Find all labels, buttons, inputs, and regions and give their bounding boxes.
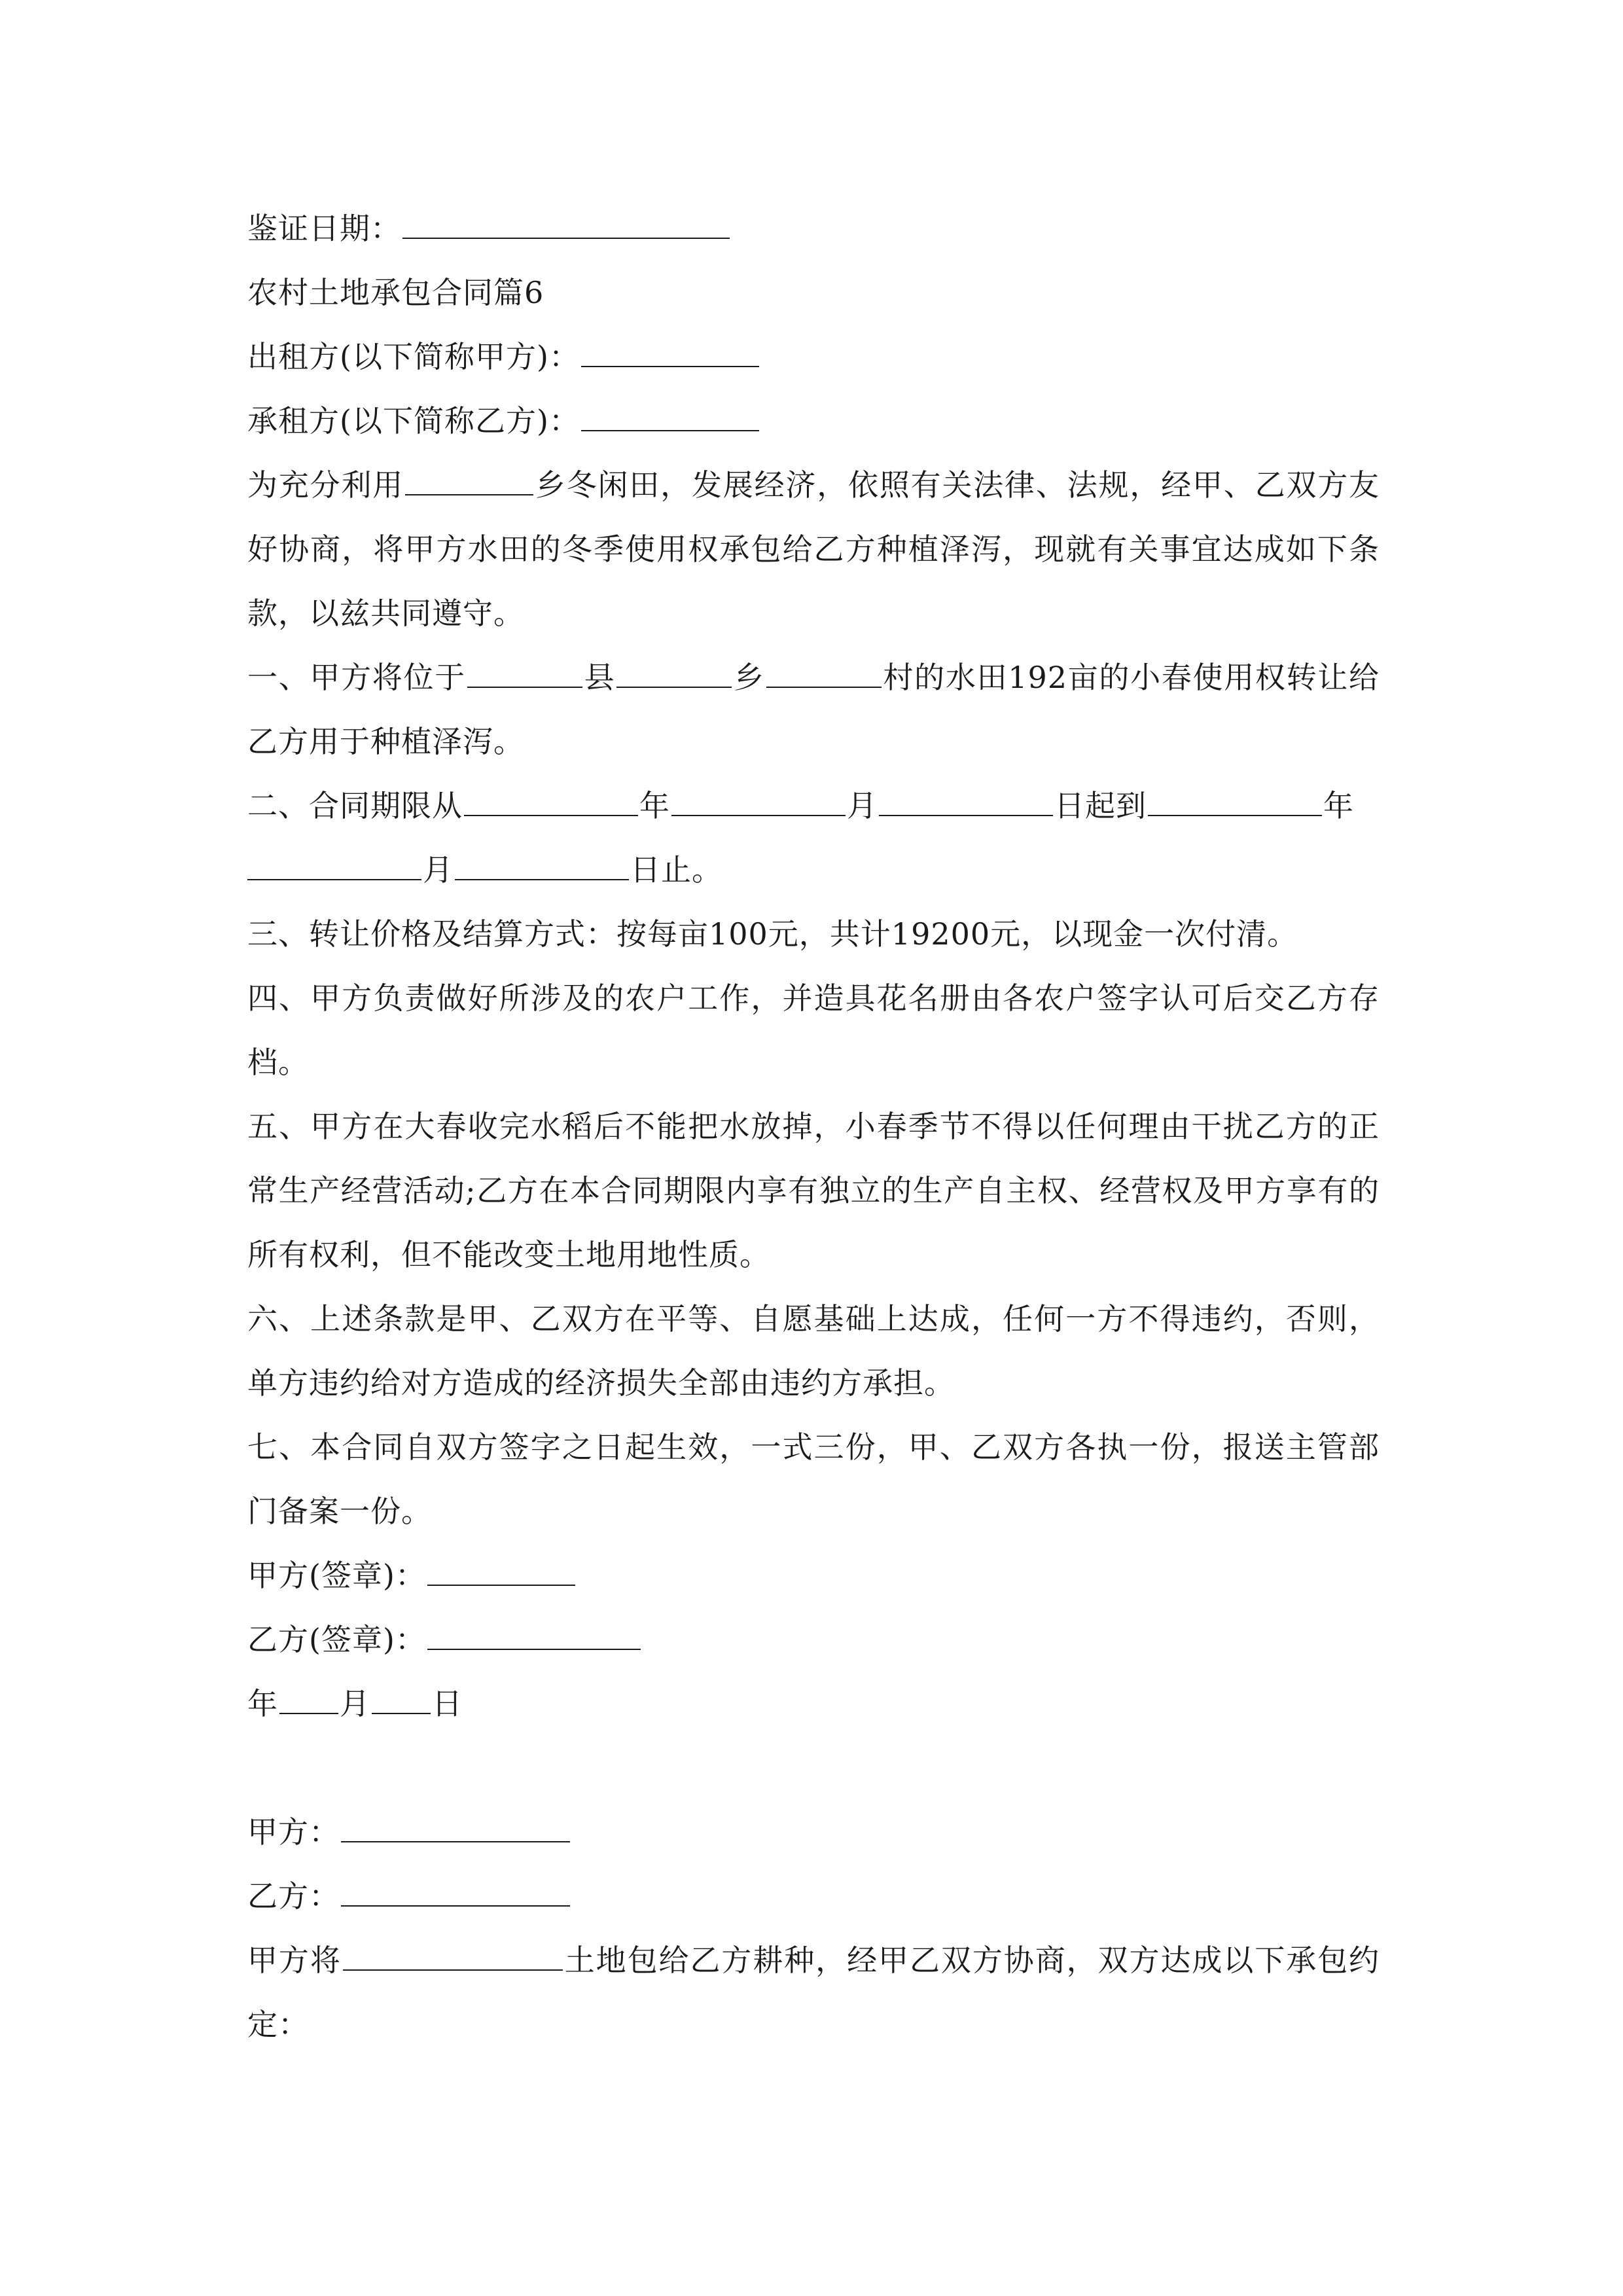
- clause-1-blank-village: [766, 651, 882, 688]
- clause-1-blank-township: [616, 651, 732, 688]
- clause-2-text-d: 日起到: [1054, 788, 1147, 823]
- clause-2-blank-end-day: [455, 844, 629, 880]
- final-text-b: 土地包给乙方耕种，经甲乙双方协商，双方达成以下承包约定：: [247, 1943, 1380, 2042]
- clause-2-text-a: 二、合同期限从: [247, 788, 463, 823]
- sign-b-label: 乙方(签章)：: [247, 1622, 426, 1657]
- party-a-line: [247, 1800, 1380, 1864]
- sign-a-line: [247, 1543, 1380, 1607]
- party-b-label: 乙方：: [247, 1878, 340, 1914]
- sign-a-label: 甲方(签章)：: [247, 1558, 426, 1593]
- clause-6: 六、上述条款是甲、乙双方在平等、自愿基础上达成，任何一方不得违约，否则，单方违约给对方造成的经济损失全部由违约方承担。: [247, 1301, 1380, 1401]
- clause-1-text-c: 乡: [733, 660, 765, 695]
- clause-3: 三、转让价格及结算方式：按每亩100元，共计19200元，以现金一次付清。: [247, 916, 1298, 952]
- final-paragraph: [247, 1928, 1380, 2056]
- sign-date-month: 月: [340, 1686, 370, 1721]
- lessee-label: 承租方(以下简称乙方)：: [247, 403, 580, 439]
- verify-date-line: [247, 196, 1380, 260]
- clause-1-blank-county: [467, 651, 582, 688]
- sign-a-blank: [427, 1549, 575, 1586]
- party-a-blank: [341, 1806, 570, 1842]
- sign-date-day: 日: [432, 1686, 463, 1721]
- clause-2-line-2: [247, 838, 1380, 902]
- intro-blank: [405, 459, 533, 495]
- clause-2-blank-start-year: [464, 780, 638, 816]
- final-blank: [343, 1934, 563, 1971]
- verify-date-label: 鉴证日期：: [247, 211, 401, 246]
- clause-2-text-e: 年: [1323, 788, 1354, 823]
- contract-page: [247, 196, 1380, 2056]
- verify-date-blank: [402, 202, 730, 239]
- clause-2-blank-start-day: [879, 780, 1053, 816]
- clause-2-text-b: 年: [639, 788, 670, 823]
- party-b-blank: [341, 1870, 570, 1907]
- sign-b-line: [247, 1607, 1380, 1672]
- sign-date-day-blank: [372, 1677, 431, 1714]
- party-b-line: [247, 1864, 1380, 1928]
- lessor-line: [247, 325, 1380, 389]
- clause-2-text-f: 月: [423, 852, 454, 888]
- party-a-label: 甲方：: [247, 1814, 340, 1850]
- clause-1-text-a: 一、甲方将位于: [247, 660, 466, 695]
- sign-b-blank: [427, 1613, 641, 1650]
- clause-2-line-1: [247, 774, 1380, 838]
- clause-2-text-g: 日止。: [630, 852, 722, 888]
- clause-4: 四、甲方负责做好所涉及的农户工作，并造具花名册由各农户签字认可后交乙方存档。: [247, 980, 1380, 1080]
- clause-7: 七、本合同自双方签字之日起生效，一式三份，甲、乙双方各执一份，报送主管部门备案一份。: [247, 1429, 1380, 1529]
- clause-2-text-c: 月: [847, 788, 878, 823]
- clause-2-blank-end-month: [247, 844, 421, 880]
- final-text-a: 甲方将: [247, 1943, 342, 1978]
- lessee-blank: [581, 395, 759, 431]
- clause-1: [247, 645, 1380, 774]
- clause-5: 五、甲方在大春收完水稻后不能把水放掉，小春季节不得以任何理由干扰乙方的正常生产经营活动;乙方在本合同期限内享有独立的生产自主权、经营权及甲方享有的所有权利，但不能改变土地用地性质。: [247, 1109, 1380, 1272]
- clause-2-blank-end-year: [1148, 780, 1322, 816]
- spacer: [247, 1736, 1380, 1800]
- lessor-label: 出租方(以下简称甲方)：: [247, 339, 580, 374]
- sign-date-year: 年: [247, 1686, 278, 1721]
- lessor-blank: [581, 331, 759, 367]
- clause-1-text-b: 县: [583, 660, 616, 695]
- sign-date-month-blank: [279, 1677, 338, 1714]
- intro-text-a: 为充分利用: [247, 467, 404, 503]
- section-title: 农村土地承包合同篇6: [247, 275, 544, 310]
- clause-2-blank-start-month: [671, 780, 846, 816]
- sign-date-line: [247, 1672, 1380, 1736]
- lessee-line: [247, 389, 1380, 453]
- intro-text-b: 乡冬闲田，发展经济，依照有关法律、法规，经甲、乙双方友好协商，将甲方水田的冬季使用权承包给乙方种植泽泻，现就有关事宜达成如下条款，以兹共同遵守。: [247, 467, 1380, 631]
- clause-1-text-d: 村的水田192亩的小春使用权转让给乙方用于种植泽泻。: [247, 660, 1380, 759]
- intro-paragraph: [247, 453, 1380, 645]
